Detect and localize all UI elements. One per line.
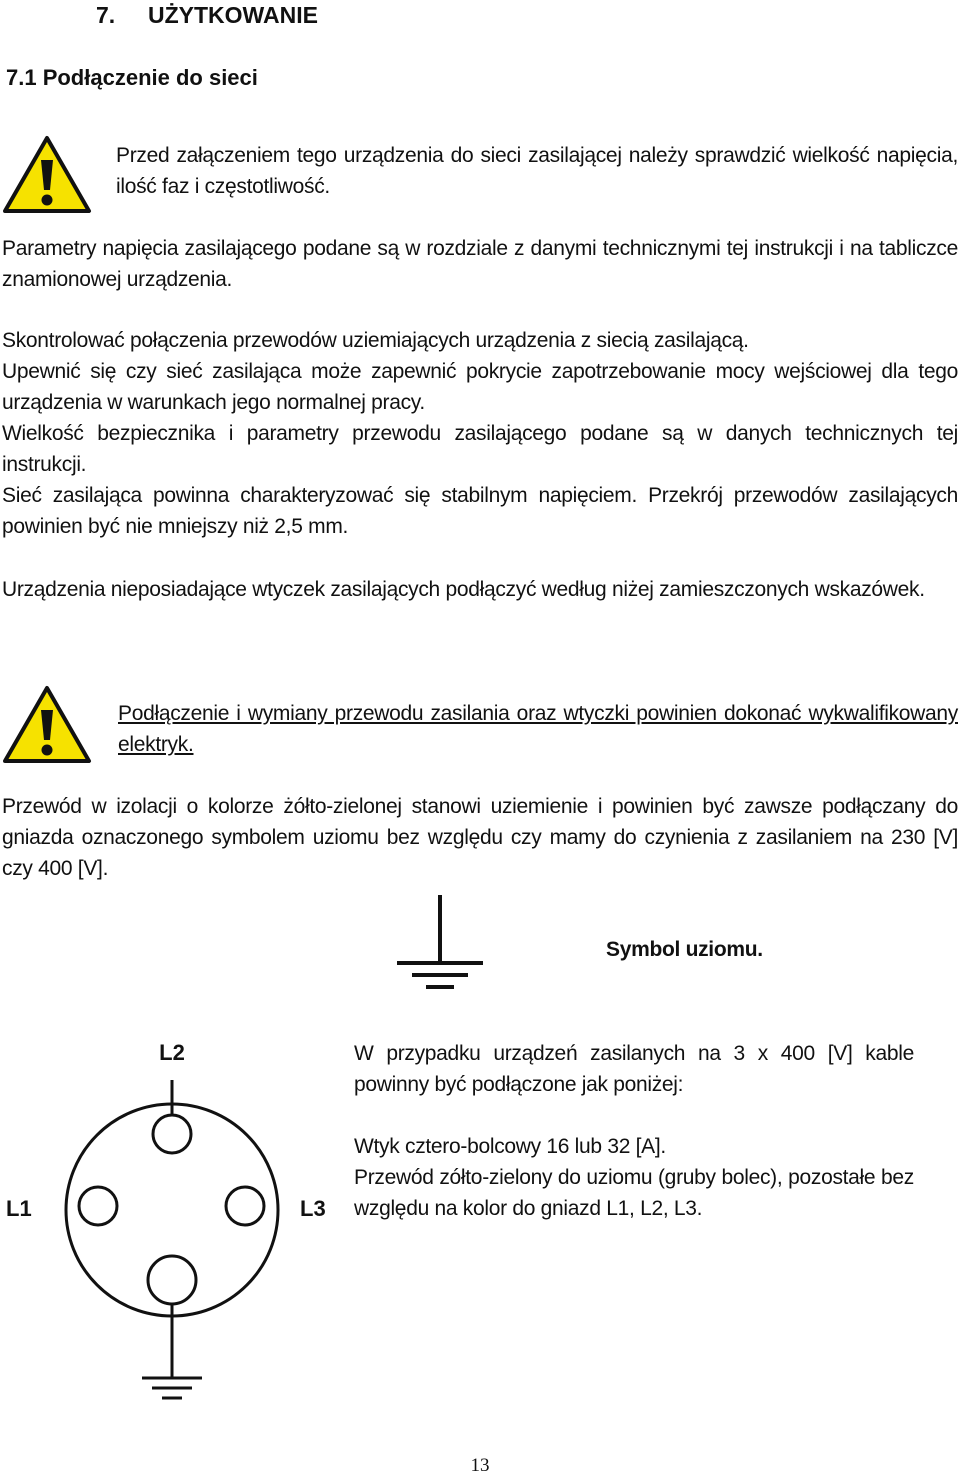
warning-triangle-icon xyxy=(2,134,92,214)
plug-label-l2: L2 xyxy=(159,1040,185,1065)
paragraph-grounding-check: Skontrolować połączenia przewodów uziemiających urządzenia z siecią zasilającą. xyxy=(2,329,749,352)
warning-triangle-icon xyxy=(2,684,92,764)
paragraph-no-plug: Urządzenia nieposiadające wtyczek zasilających podłączyć według niżej zamieszczonych wskazówek. xyxy=(2,578,925,601)
section-title: UŻYTKOWANIE xyxy=(148,2,318,28)
page-number: 13 xyxy=(470,1455,490,1476)
paragraph-fuse: Wielkość bezpiecznika i parametry przewodu zasilającego podane są w danych technicznych tej instrukcji. xyxy=(2,422,958,476)
subsection-heading: 7.1 Podłączenie do sieci xyxy=(6,65,258,90)
plug-label-l1: L1 xyxy=(6,1196,32,1221)
warning-text-2: Podłączenie i wymiany przewodu zasilania oraz wtyczki powinien dokonać wykwalifikowany elektryk. xyxy=(118,702,958,756)
section-heading xyxy=(96,0,318,30)
paragraph-stable-voltage: Sieć zasilająca powinna charakteryzować się stabilnym napięciem. Przekrój przewodów zasilających powinien być nie mniejszy niż 2,5 mm. xyxy=(2,484,958,538)
paragraph-voltage-params: Parametry napięcia zasilającego podane są w rozdziale z danymi technicznymi tej instrukcji i na tabliczce znamionowej urządzenia. xyxy=(2,237,958,291)
plug-line-1: Wtyk cztero-bolcowy 16 lub 32 [A]. xyxy=(354,1135,666,1158)
paragraph-block xyxy=(2,325,958,542)
plug-line-2: Przewód zółto-zielony do uziomu (gruby bolec), pozostałe bez względu na kolor do gniazd L1, L2, L3. xyxy=(354,1166,914,1220)
plug-label-l3: L3 xyxy=(300,1196,326,1221)
plug-diagram xyxy=(0,1030,340,1440)
ground-symbol-icon xyxy=(395,893,485,993)
section-number: 7. xyxy=(96,2,116,28)
warning-text-1: Przed załączeniem tego urządzenia do sieci zasilającej należy sprawdzić wielkość napięcia, ilość faz i częstotliwość. xyxy=(116,144,958,198)
paragraph-power-capacity: Upewnić się czy sieć zasilająca może zapewnić pokrycie zapotrzebowanie mocy wejściowej dla tego urządzenia w warunkach jego normalnej pracy. xyxy=(2,360,958,414)
plug-text-block xyxy=(354,1038,914,1224)
paragraph-yellow-green: Przewód w izolacji o kolorze żółto-zielonej stanowi uziemienie i powinien być zawsze podłączany do gniazda oznaczonego symbolem uziomu bez względu czy mamy do czynienia z zasilaniem na 230 [V] czy 400 [V]. xyxy=(2,795,958,880)
plug-intro: W przypadku urządzeń zasilanych na 3 x 400 [V] kable powinny być podłączone jak poniżej: xyxy=(354,1042,914,1096)
ground-caption: Symbol uziomu. xyxy=(606,938,763,961)
